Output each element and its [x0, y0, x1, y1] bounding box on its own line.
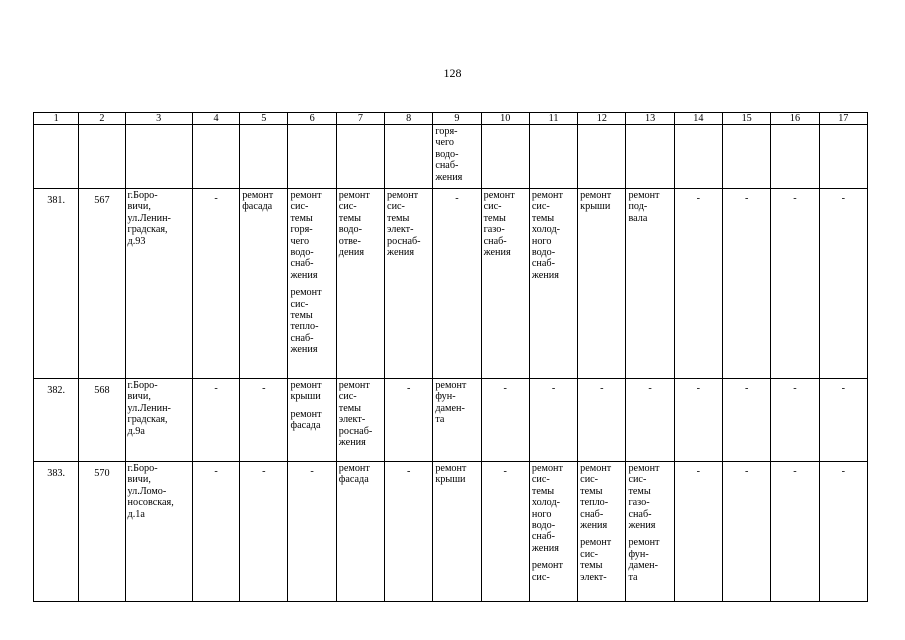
column-header: 16: [771, 113, 819, 125]
row-number: 383.: [34, 462, 79, 602]
work-cell: [771, 189, 819, 379]
column-header: 4: [192, 113, 239, 125]
work-text: ремонт сис- темы газо- снаб- жения: [483, 190, 515, 259]
work-text: ремонт сис- темы газо- снаб- жения: [628, 463, 660, 532]
work-cell: [288, 462, 336, 602]
header-row: [34, 113, 868, 125]
address-text: г.Боро- вичи, ул.Ленин- градская, д.9а: [127, 380, 171, 437]
table-cell: [529, 125, 577, 189]
work-cell: [481, 189, 529, 379]
row-code: 570: [79, 462, 125, 602]
repair-table: [33, 112, 868, 602]
empty-dash: -: [744, 383, 749, 394]
column-header: 12: [578, 113, 626, 125]
work-cell: [481, 379, 529, 462]
row-number: 381.: [34, 189, 79, 379]
empty-dash: -: [793, 466, 797, 477]
table-cell: [626, 125, 674, 189]
work-cell: [626, 462, 674, 602]
empty-dash: -: [696, 383, 701, 394]
work-text: ремонт сис- темы холод- ного водо- снаб- жения: [531, 463, 563, 554]
empty-dash: -: [744, 193, 749, 204]
row-number: 382.: [34, 379, 79, 462]
empty-dash: -: [406, 383, 411, 394]
work-cell: [192, 379, 239, 462]
work-cell: [723, 189, 771, 379]
empty-dash: -: [262, 466, 266, 477]
work-text: ремонт сис- темы горя- чего водо- снаб- жения: [290, 190, 322, 281]
cell-text: горя- чего водо- снаб- жения: [435, 126, 463, 183]
empty-dash: -: [551, 383, 556, 394]
work-text: ремонт крыши: [435, 463, 467, 486]
empty-dash: -: [503, 383, 507, 394]
work-text: ремонт сис-: [531, 560, 563, 583]
column-header: 6: [288, 113, 336, 125]
work-cell: [578, 189, 626, 379]
table-cell: [385, 125, 433, 189]
table-cell: [240, 125, 288, 189]
work-text: ремонт сис- темы холод- ного водо- снаб- жения: [531, 190, 563, 281]
work-cell: [481, 462, 529, 602]
work-cell: [819, 462, 867, 602]
column-header: 2: [79, 113, 125, 125]
empty-dash: -: [696, 193, 701, 204]
table-cell: [674, 125, 722, 189]
work-cell: [240, 462, 288, 602]
table-cell: [125, 125, 192, 189]
empty-dash: -: [841, 466, 845, 477]
empty-dash: -: [793, 193, 797, 204]
empty-dash: -: [648, 383, 652, 394]
table-cell: [723, 125, 771, 189]
empty-dash: -: [214, 466, 218, 477]
work-cell: [819, 379, 867, 462]
row-address: [125, 189, 192, 379]
work-text: ремонт сис- темы водо- отве- дения: [338, 190, 370, 259]
table-cell: [771, 125, 819, 189]
work-text: ремонт сис- темы тепло- снаб- жения: [290, 287, 322, 356]
row-code: 567: [79, 189, 125, 379]
work-cell: [336, 462, 384, 602]
address-text: г.Боро- вичи, ул.Ленин- градская, д.93: [127, 190, 171, 247]
work-text: ремонт сис- темы элект- роснаб- жения: [338, 380, 373, 449]
empty-dash: -: [214, 383, 218, 394]
work-cell: [433, 462, 481, 602]
work-cell: [433, 379, 481, 462]
column-header: 14: [674, 113, 722, 125]
work-cell: [771, 379, 819, 462]
empty-dash: -: [262, 383, 266, 394]
column-header: 1: [34, 113, 79, 125]
work-cell: [626, 189, 674, 379]
work-cell: [385, 462, 433, 602]
work-cell: [336, 379, 384, 462]
work-cell: [240, 189, 288, 379]
column-header: 5: [240, 113, 288, 125]
work-text: ремонт фасада: [290, 408, 322, 432]
empty-dash: -: [600, 383, 604, 394]
work-cell: [192, 189, 239, 379]
row-address: [125, 379, 192, 462]
column-header: 7: [336, 113, 384, 125]
column-header: 8: [385, 113, 433, 125]
empty-dash: -: [214, 193, 218, 204]
work-cell: [578, 379, 626, 462]
work-cell: [192, 462, 239, 602]
column-header: 17: [819, 113, 867, 125]
work-cell: [385, 379, 433, 462]
work-cell: [529, 462, 577, 602]
table-cell: [192, 125, 239, 189]
work-text: ремонт фасада: [338, 463, 370, 486]
table-cell: [433, 125, 481, 189]
empty-dash: -: [696, 466, 701, 477]
row-code: 568: [79, 379, 125, 462]
work-cell: [674, 379, 722, 462]
empty-dash: -: [841, 193, 845, 204]
work-text: ремонт фун- дамен- та: [628, 537, 660, 583]
work-cell: [578, 462, 626, 602]
table-cell: [79, 125, 125, 189]
row-address: [125, 462, 192, 602]
column-header: 13: [626, 113, 674, 125]
table-row: [34, 462, 868, 602]
work-cell: [433, 189, 481, 379]
work-text: ремонт крыши: [580, 190, 612, 213]
work-cell: [336, 189, 384, 379]
page-number: 128: [443, 66, 462, 80]
empty-dash: -: [841, 383, 845, 394]
table-cell: [288, 125, 336, 189]
work-cell: [771, 462, 819, 602]
table-row: [34, 379, 868, 462]
empty-dash: -: [455, 193, 459, 204]
work-cell: [240, 379, 288, 462]
table-cell: [578, 125, 626, 189]
table-cell: [481, 125, 529, 189]
table-row: [34, 189, 868, 379]
work-text: ремонт фасада: [242, 190, 274, 213]
empty-dash: -: [503, 466, 507, 477]
work-cell: [723, 379, 771, 462]
column-header: 15: [723, 113, 771, 125]
empty-dash: -: [406, 466, 411, 477]
continuation-row: [34, 125, 868, 189]
work-text: ремонт сис- темы элект-: [580, 537, 612, 583]
table-cell: [336, 125, 384, 189]
work-text: ремонт под- вала: [628, 190, 660, 224]
work-cell: [385, 189, 433, 379]
work-text: ремонт крыши: [290, 380, 322, 403]
table-cell: [34, 125, 79, 189]
work-text: ремонт сис- темы тепло- снаб- жения: [580, 463, 612, 532]
work-cell: [529, 189, 577, 379]
column-header: 10: [481, 113, 529, 125]
work-cell: [288, 189, 336, 379]
work-cell: [674, 462, 722, 602]
empty-dash: -: [793, 383, 797, 394]
column-header: 11: [529, 113, 577, 125]
work-cell: [674, 189, 722, 379]
empty-dash: -: [744, 466, 749, 477]
work-cell: [723, 462, 771, 602]
work-cell: [819, 189, 867, 379]
work-cell: [529, 379, 577, 462]
column-header: 3: [125, 113, 192, 125]
work-text: ремонт фун- дамен- та: [435, 380, 467, 426]
work-cell: [626, 379, 674, 462]
work-cell: [288, 379, 336, 462]
empty-dash: -: [310, 466, 314, 477]
address-text: г.Боро- вичи, ул.Ломо- носовская, д.1а: [127, 463, 174, 520]
work-text: ремонт сис- темы элект- роснаб- жения: [387, 190, 421, 259]
table-cell: [819, 125, 867, 189]
column-header: 9: [433, 113, 481, 125]
